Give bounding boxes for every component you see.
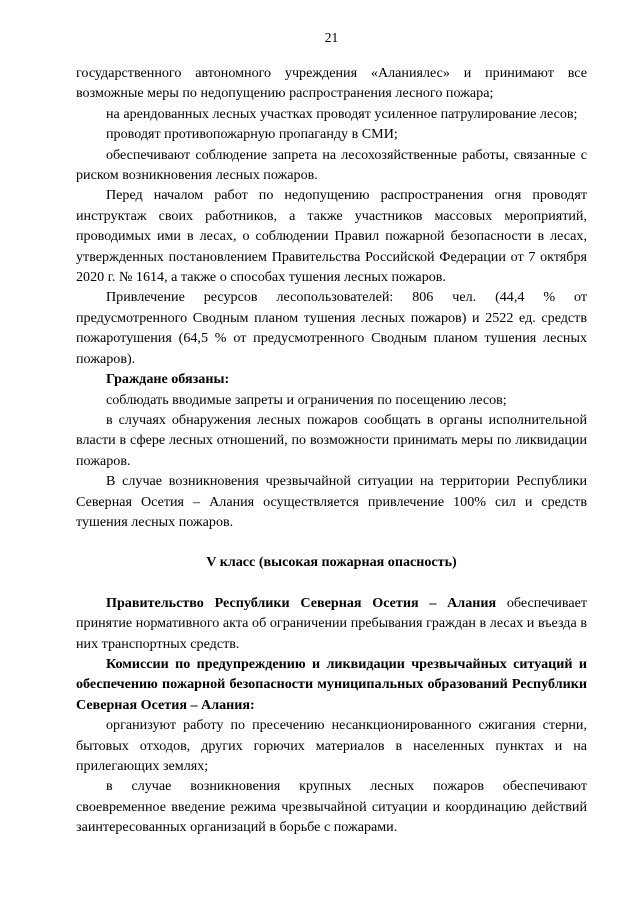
paragraph-14: в случае возникновения крупных лесных пожаров обеспечивают своевременное введение режима чрезвычайной ситуации и координацию действий заинтересованных организаций в борьбе с пожарами.: [76, 778, 587, 836]
paragraph-1: государственного автономного учреждения «Аланиялес» и принимают все возможные меры по недопущению распространения лесного пожара;: [76, 65, 587, 102]
document-page: [76, 28, 587, 838]
government-name: Правительство Республики Северная Осетия – Алания: [106, 594, 497, 611]
paragraph-2: на арендованных лесных участках проводят усиленное патрулирование лесов;: [106, 105, 578, 122]
paragraph-5: Перед началом работ по недопущению распространения огня проводят инструктаж своих работников, а также участников массовых мероприятий, проводимых ими в лесах, о соблюдении Правил пожарной безопасности в лесах, утвержденных постановлением Правительства Российской Федерации от 7 октября 2020 г. № 1614, а также о способах тушения лесных пожаров.: [76, 187, 587, 286]
section-heading: V класс (высокая пожарная опасность): [206, 554, 457, 571]
page-number: 21: [324, 30, 339, 45]
paragraph-8: соблюдать вводимые запреты и ограничения по посещению лесов;: [106, 391, 507, 408]
paragraph-11: [76, 593, 587, 654]
paragraph-6: Привлечение ресурсов лесопользователей: 806 чел. (44,4 % от предусмотренного Сводным планом тушения лесных пожаров) и 2522 ед. средств пожаротушения (64,5 % от предусмотренного Сводным планом тушения лесных пожаров).: [76, 289, 587, 367]
citizens-obligations-heading: Граждане обязаны:: [106, 371, 230, 388]
commissions-heading: Комиссии по предупреждению и ликвидации чрезвычайных ситуаций и обеспечению пожарной безопасности муниципальных образований Республики Северная Осетия – Алания:: [76, 655, 587, 713]
paragraph-13: организуют работу по пресечению несанкционированного сжигания стерни, бытовых отходов, других горючих материалов в населенных пунктах и на прилегающих землях;: [76, 717, 587, 774]
paragraph-10: В случае возникновения чрезвычайной ситуации на территории Республики Северная Осетия – Алания осуществляется привлечение 100% сил и средств тушения лесных пожаров.: [76, 473, 587, 530]
paragraph-4: обеспечивают соблюдение запрета на лесохозяйственные работы, связанные с риском возникновения лесных пожаров.: [76, 146, 587, 184]
paragraph-9: в случаях обнаружения лесных пожаров сообщать в органы исполнительной власти в сфере лесных отношений, по возможности принимать меры по ликвидации пожаров.: [76, 411, 587, 469]
paragraph-3: проводят противопожарную пропаганду в СМИ;: [106, 126, 398, 143]
paragraph-11-rest: обеспечивает принятие нормативного акта об ограничении пребывания граждан в лесах и въезда в них транспортных средств.: [76, 594, 587, 652]
